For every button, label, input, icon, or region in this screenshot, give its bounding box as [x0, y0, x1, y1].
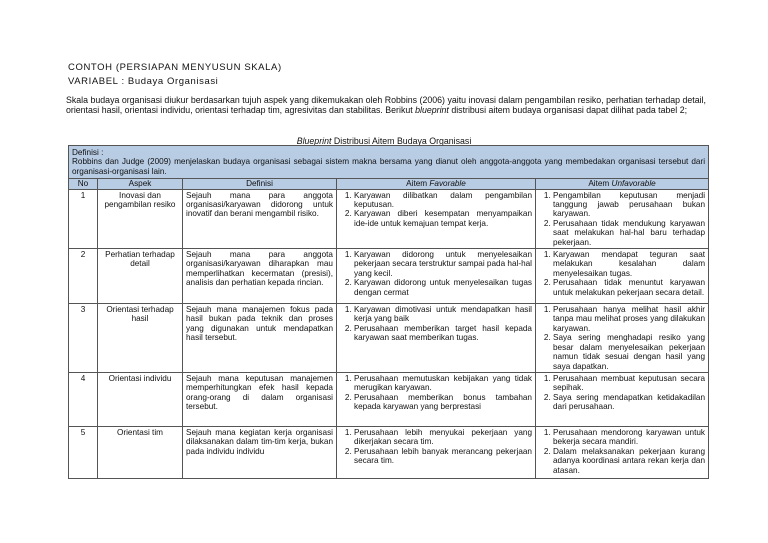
definition-text: Robbins dan Judge (2009) menjelaskan budaya organisasi sebagai sistem makna bersama yang dianut oleh anggota-anggota yang membedakan organisasi tersebut dari organisasi-organisasi lain.: [72, 157, 706, 176]
row-unfavorable: [536, 249, 709, 304]
list-item: 1. Perusahaan memutuskan kebijakan yang tidak merugikan karyawan.: [354, 374, 532, 393]
table-row: [69, 189, 709, 248]
list-item: 2. Perusahaan tidak menuntut karyawan untuk melakukan pekerjaan secara detail.: [553, 278, 705, 297]
variable-label: VARIABEL : Budaya Organisasi: [68, 76, 219, 87]
list-item: 2. Perusahaan memberikan target hasil kepada karyawan saat memberikan tugas.: [354, 324, 532, 343]
list-item: 2. Karyawan didorong untuk menyelesaikan tugas dengan cermat: [354, 278, 532, 297]
row-favorable-list: [340, 374, 532, 412]
list-item: 1. Perusahaan mendorong karyawan untuk bekerja secara mandiri.: [553, 428, 705, 447]
row-definisi: Sejauh mana manajemen fokus pada hasil bukan pada teknik dan proses yang digunakan untuk mendapatkan hasil tersebut.: [183, 304, 337, 373]
header-row: [69, 179, 709, 189]
row-aspek: Orientasi terhadap hasil: [98, 304, 183, 373]
row-favorable-list: [340, 250, 532, 297]
document-title: CONTOH (PERSIAPAN MENYUSUN SKALA): [68, 62, 282, 73]
header-unfav-italic: Unfavorable: [611, 179, 656, 189]
row-unfavorable-list: [539, 191, 705, 247]
table-row: [69, 304, 709, 373]
row-unfavorable-list: [539, 250, 705, 297]
intro-text-after: distribusi aitem budaya organisasi dapat dilihat pada tabel 2;: [448, 105, 688, 116]
row-favorable-list: [340, 305, 532, 343]
row-definisi: Sejauh mana para anggota organisasi/karyawan diharapkan mau memperlihatkan kecermatan (presisi), analisis dan perhatian kepada rincian.: [183, 249, 337, 304]
row-favorable: [337, 249, 536, 304]
list-item: 2. Saya sering mendapatkan ketidakadilan dari perusahaan.: [553, 393, 705, 412]
row-unfavorable-list: [539, 428, 705, 475]
row-unfavorable-list: [539, 305, 705, 371]
row-aspek: Orientasi individu: [98, 372, 183, 426]
row-unfavorable: [536, 372, 709, 426]
row-aspek: Perhatian terhadap detail: [98, 249, 183, 304]
list-item: 1. Perusahaan membuat keputusan secara sepihak.: [553, 374, 705, 393]
list-item: 1. Karyawan mendapat teguran saat melakukan kesalahan dalam menyelesaikan tugas.: [553, 250, 705, 278]
list-item: 2. Perusahaan tidak mendukung karyawan saat melakukan hal-hal baru terhadap pekerjaan.: [553, 219, 705, 247]
caption-italic: Blueprint: [296, 136, 332, 146]
row-unfavorable: [536, 304, 709, 373]
header-definisi: Definisi: [183, 179, 337, 189]
blueprint-table: [68, 145, 709, 479]
definition-label: Definisi :: [72, 148, 104, 157]
row-favorable: [337, 372, 536, 426]
list-item: 2. Dalam melaksanakan pekerjaan kurang adanya koordinasi antara rekan kerja dan atasan.: [553, 447, 705, 475]
row-number: 3: [69, 304, 98, 373]
list-item: 1. Karyawan dilibatkan dalam pengambilan keputusan.: [354, 191, 532, 210]
row-favorable: [337, 426, 536, 478]
list-item: 1. Pengambilan keputusan menjadi tanggung jawab perusahaan bukan karyawan.: [553, 191, 705, 219]
table-row: [69, 249, 709, 304]
row-definisi: Sejauh mana keputusan manajemen memperhitungkan efek hasil kepada orang-orang di dalam organisasi tersebut.: [183, 372, 337, 426]
definition-row: [69, 146, 709, 179]
list-item: 1. Perusahaan hanya melihat hasil akhir tanpa mau melihat proses yang dilakukan karyawan.: [553, 305, 705, 333]
table-row: [69, 372, 709, 426]
header-favorable: [337, 179, 536, 189]
list-item: 1. Karyawan didorong untuk menyelesaikan pekerjaan secara terstruktur sampai pada hal-hal yang kecil.: [354, 250, 532, 278]
intro-emphasis: blueprint: [415, 105, 449, 116]
list-item: 1. Karyawan dimotivasi untuk mendapatkan hasil kerja yang baik: [354, 305, 532, 324]
row-favorable-list: [340, 428, 532, 466]
table-row: [69, 426, 709, 478]
header-unfav-prefix: Aitem: [588, 179, 612, 189]
row-number: 2: [69, 249, 98, 304]
header-aspek: Aspek: [98, 179, 183, 189]
header-fav-italic: Favorable: [429, 179, 466, 189]
list-item: 2. Perusahaan lebih banyak merancang pekerjaan secara tim.: [354, 447, 532, 466]
caption-rest: Distribusi Aitem Budaya Organisasi: [331, 136, 472, 146]
row-number: 5: [69, 426, 98, 478]
intro-paragraph: [66, 95, 706, 116]
list-item: 1. Perusahaan lebih menyukai pekerjaan yang dikerjakan secara tim.: [354, 428, 532, 447]
intro-text-before: Skala budaya organisasi diukur berdasarkan tujuh aspek yang dikemukakan oleh Robbins (2006) yaitu inovasi dalam pengambilan resiko, perhatian terhadap detail, orientasi hasil, orientasi individu, orientasi terhadap tim, agresivitas dan stabilitas. Berikut: [66, 95, 706, 116]
row-favorable: [337, 189, 536, 248]
row-unfavorable: [536, 426, 709, 478]
row-unfavorable-list: [539, 374, 705, 412]
row-aspek: Inovasi dan pengambilan resiko: [98, 189, 183, 248]
header-fav-prefix: Aitem: [406, 179, 430, 189]
header-no: No: [69, 179, 98, 189]
row-number: 1: [69, 189, 98, 248]
row-aspek: Orientasi tim: [98, 426, 183, 478]
header-unfavorable: [536, 179, 709, 189]
row-favorable-list: [340, 191, 532, 229]
row-number: 4: [69, 372, 98, 426]
row-definisi: Sejauh mana kegiatan kerja organisasi dilaksanakan dalam tim-tim kerja, bukan pada individu individu: [183, 426, 337, 478]
list-item: 2. Perusahaan memberikan bonus tambahan kepada karyawan yang berprestasi: [354, 393, 532, 412]
row-favorable: [337, 304, 536, 373]
definition-cell: [69, 146, 709, 179]
list-item: 2. Saya sering menghadapi resiko yang besar dalam menyelesaikan pekerjaan namun tidak sesuai dengan hasil yang saya dapatkan.: [553, 333, 705, 371]
list-item: 2. Karyawan diberi kesempatan menyampaikan ide-ide untuk kemajuan tempat kerja.: [354, 209, 532, 228]
row-definisi: Sejauh mana para anggota organisasi/karyawan didorong untuk inovatif dan berani mengambil risiko.: [183, 189, 337, 248]
row-unfavorable: [536, 189, 709, 248]
